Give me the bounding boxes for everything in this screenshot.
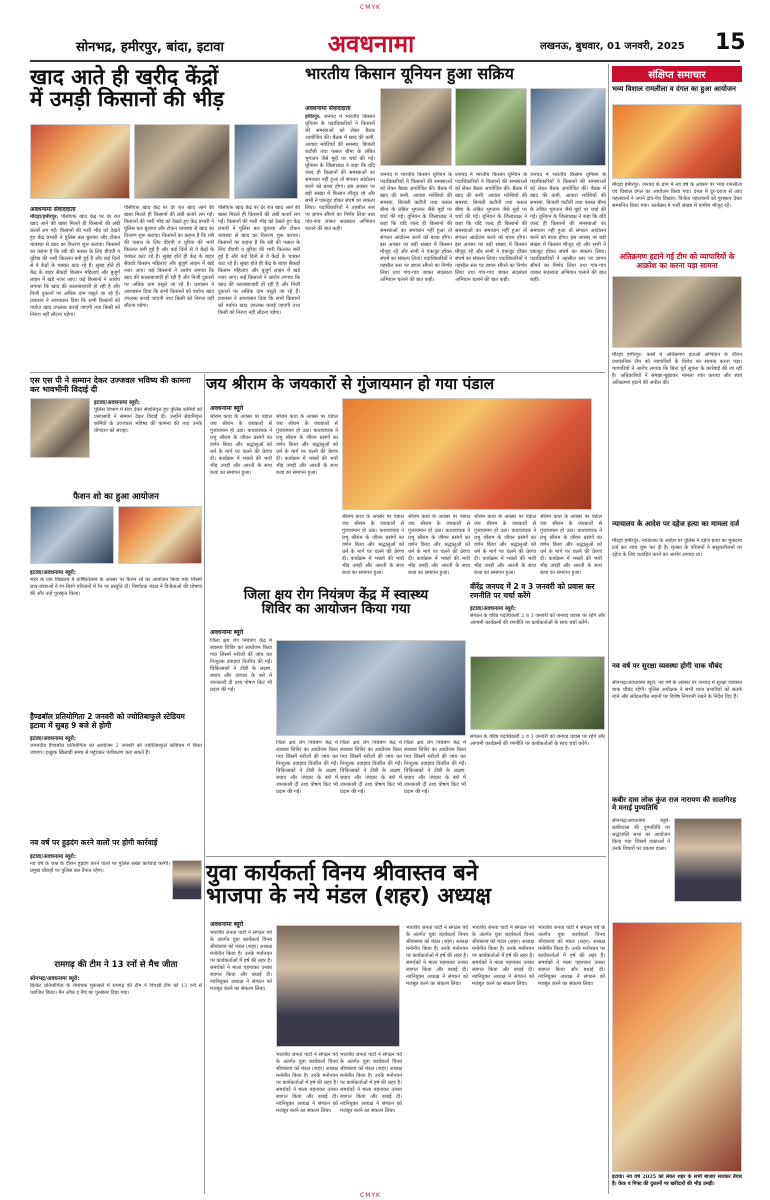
story10-body-text-col4: जिला क्षय रोग नियंत्रण केंद्र में स्वास्थ्य शिविर का आयोजन किया गया जिसमें मरीजों की जांच कर निःशुल्क दवाइयां वितरित की गईं। चिकित्सकों ने टीबी के लक्षण, बचाव और उपचार के बारे में जानकारी दी तथा पोषण किट भी प्रदान की गईं।	[404, 740, 466, 795]
sidebar-item4-body: सोनभद्र/अवधनामा ब्यूरो: नव वर्ष के अवसर पर जनपद में सुरक्षा व्यवस्था चाक चौबंद रहेगी। पुलिस अधीक्षक ने सभी थाना प्रभारियों को सतर्क रहने और संवेदनशील स्थानों पर विशेष निगरानी रखने के निर्देश दिए हैं।	[612, 680, 742, 700]
sidebar-item1-body: मौदहा हमीरपुर: जनपद के ग्राम में नव वर्ष के अवसर पर भव्य रामलीला एवं विशाल दंगल का आयोजन किया गया। दंगल में दूर-दराज से आए पहलवानों ने अपने दांव-पेच दिखाए। विजेता पहलवानों को पुरस्कार देकर सम्मानित किया गया। कार्यक्रम में भारी संख्या में ग्रामीण मौजूद रहे।	[612, 182, 742, 209]
story2-photo-meeting-3	[530, 88, 606, 166]
sidebar-item3-body: मौदहा हमीरपुर: न्यायालय के आदेश पर पुलिस ने दहेज हत्या का मुकदमा दर्ज कर जांच शुरू कर दी है। मृतका के परिजनों ने ससुरालीजनों पर दहेज के लिए प्रताड़ित करने का आरोप लगाया था।	[612, 538, 742, 558]
story8-body-text: श्रीराम कथा के अवसर पर पंडाल जय श्रीराम के जयकारों से गुंजायमान हो उठा। कथावाचक ने प्रभु श्रीराम के जीवन प्रसंगों का वर्णन किया और श्रद्धालुओं को धर्म के मार्ग पर चलने की प्रेरणा दी। कार्यक्रम में भक्तों की भारी भीड़ उमड़ी और आरती के साथ कथा का समापन हुआ।	[210, 414, 272, 476]
story11-headline-line1: युवा कार्यकर्ता विनय श्रीवास्तव बने	[206, 861, 479, 886]
story8-byline: अवधनामा ब्यूरो	[210, 405, 244, 412]
sidebar-market-caption: इटावा। नव वर्ष 2025 को लेकर शहर के सभी बाजार सजकर तैयार हैं। केक व गिफ्ट की दुकानों पर खरीदारों की भीड़ उमड़ी।	[612, 1174, 742, 1187]
divider-left	[204, 374, 205, 1194]
story4-byline: इटावा/अवधनामा ब्यूरो:	[30, 570, 77, 576]
story1-headline-line2: में उमड़ी किसानों की भीड़	[30, 87, 224, 112]
left-rule-1	[30, 372, 605, 373]
story1-byline-visible: अवधनामा संवाददाता	[30, 206, 76, 213]
sidebar-market-photo	[612, 922, 742, 1172]
story2-body-col1	[305, 114, 375, 369]
story11-headline-line2: भाजपा के नये मंडल (शहर) अध्यक्ष	[206, 884, 492, 910]
story2-headline: भारतीय किसान यूनियन हुआ सक्रिय	[305, 64, 514, 83]
story2-photo-meeting-1	[380, 88, 452, 166]
story11-body-col2	[276, 1052, 338, 1192]
story9-body-more: संगठन के वरिष्ठ पदाधिकारी 2 व 3 जनवरी को जनपद प्रवास पर रहेंगे और आगामी कार्यक्रमों की रणनीति पर कार्यकर्ताओं के साथ चर्चा करेंगे।	[470, 734, 605, 747]
story11-byline: अवधनामा ब्यूरो	[210, 921, 244, 928]
story10-body-col3	[340, 740, 402, 848]
story8-body-text-col3: श्रीराम कथा के अवसर पर पंडाल जय श्रीराम के जयकारों से गुंजायमान हो उठा। कथावाचक ने प्रभु श्रीराम के जीवन प्रसंगों का वर्णन किया और श्रद्धालुओं को धर्म के मार्ग पर चलने की प्रेरणा दी। कार्यक्रम में भक्तों की भारी भीड़ उमड़ी और आरती के साथ कथा का समापन हुआ।	[342, 514, 404, 576]
story10-headline	[206, 588, 466, 616]
story3-photo	[30, 398, 90, 458]
story1-body-text-col2: पीसीएफ खाद केंद्र पर देर रात खाद आने की खबर मिलते ही किसानों की लंबी कतारें लग गईं। किसानों की भारी भीड़ को देखते हुए केंद्र प्रभारी ने पुलिस बल बुलाया और टोकन व्यवस्था से खाद का वितरण शुरू कराया। किसानों का कहना है कि रबी की फसल के लिए डीएपी व यूरिया की भारी किल्लत बनी हुई है और कई दिनों से वे केंद्रों के चक्कर काट रहे हैं। सुबह होते ही केंद्र के बाहर सैकड़ों किसान महिलाएं और बुजुर्ग लाइन में खड़े नजर आए। कई किसानों ने आरोप लगाया कि खाद की कालाबाजारी हो रही है और निजी दुकानों पर अधिक दाम वसूले जा रहे हैं। प्रशासन ने आश्वासन दिया कि सभी किसानों को पर्याप्त खाद उपलब्ध कराई जाएगी तथा किसी को निराश नहीं लौटना पड़ेगा।	[124, 205, 214, 309]
sidebar-item1-photo	[612, 104, 742, 179]
story9-body: संगठन के वरिष्ठ पदाधिकारी 2 व 3 जनवरी को जनपद प्रवास पर रहेंगे और आगामी कार्यक्रमों की रणनीति पर कार्यकर्ताओं के साथ चर्चा करेंगे।	[470, 613, 605, 626]
story10-body-col4	[404, 740, 466, 848]
story8-body-text-col6: श्रीराम कथा के अवसर पर पंडाल जय श्रीराम के जयकारों से गुंजायमान हो उठा। कथावाचक ने प्रभु श्रीराम के जीवन प्रसंगों का वर्णन किया और श्रद्धालुओं को धर्म के मार्ग पर चलने की प्रेरणा दी। कार्यक्रम में भक्तों की भारी भीड़ उमड़ी और आरती के साथ कथा का समापन हुआ।	[540, 514, 602, 576]
story11-body-text-col3: भारतीय जनता पार्टी ने संगठन पर्व के अंतर्गत युवा कार्यकर्ता विनय श्रीवास्तव को मंडल (शहर) अध्यक्ष मनोनीत किया है। उनके मनोनयन पर कार्यकर्ताओं में हर्ष की लहर है। समर्थकों ने माला पहनाकर उनका स्वागत किया और बधाई दी। नवनियुक्त अध्यक्ष ने संगठन को मजबूत करने का संकल्प लिया।	[340, 1052, 402, 1114]
sidebar-item3-head: न्यायालय के आदेश पर दहेज हत्या का मामला दर्ज	[612, 520, 740, 528]
story10-body-col1	[210, 638, 272, 848]
story2-byline: अवधनामा संवाददाता	[305, 105, 351, 112]
sidebar-item4-head: नव वर्ष पर सुरक्षा व्यवस्था होगी चाक चौबंद	[612, 662, 723, 670]
story8-body-col5	[474, 514, 536, 578]
story4-photo-2	[118, 506, 202, 564]
story10-body-text-col3: जिला क्षय रोग नियंत्रण केंद्र में स्वास्थ्य शिविर का आयोजन किया गया जिसमें मरीजों की जांच कर निःशुल्क दवाइयां वितरित की गईं। चिकित्सकों ने टीबी के लक्षण, बचाव और उपचार के बारे में जानकारी दी तथा पोषण किट भी प्रदान की गईं।	[340, 740, 402, 795]
story1-body	[30, 214, 120, 369]
story2-body-col2	[380, 172, 452, 369]
story11-photo	[276, 925, 400, 1047]
story10-byline: अवधनामा ब्यूरो	[210, 629, 244, 636]
story3-headline: एस एस पी ने सम्मान देकर उज्जवल भविष्य की कामना कर भावभीनी विदाई दी	[30, 376, 191, 394]
story4-body: शहर के एक विद्यालय में वार्षिकोत्सव के अवसर पर फैशन शो का आयोजन किया गया जिसमें छात्र-छात्राओं ने रंग-बिरंगे परिधानों में रैंप पर प्रस्तुति दी। निर्णायक मंडल ने विजेताओं की घोषणा की और उन्हें पुरस्कृत किया।	[30, 577, 202, 597]
story1-lead: मौदहा/हमीरपुर:	[30, 214, 59, 220]
story10-headline-line1: जिला क्षय रोग नियंत्रण केंद्र में स्वास्थ्य	[243, 587, 429, 603]
story8-body-col4	[408, 514, 470, 578]
story8-headline: जय श्रीराम के जयकारों से गुंजायमान हो गया पंडाल	[206, 375, 495, 393]
story1-photo-crowd	[30, 124, 130, 199]
story2-body-col4	[530, 172, 606, 369]
story10-photo	[276, 640, 466, 736]
header-districts: सोनभद्र, हमीरपुर, बांदा, इटावा	[76, 40, 224, 55]
story5-body: जनपदीय हैण्डबॉल प्रतियोगिता का आयोजन 2 जनवरी को ज्योतिबाफुले स्टेडियम में किया जाएगा। इच्छुक खिलाड़ी समय से पहुंचकर पंजीकरण करा सकते हैं।	[30, 743, 202, 756]
story11-body-col4	[406, 925, 468, 1192]
story1-body-col3	[218, 205, 300, 369]
story11-body-text-col2: भारतीय जनता पार्टी ने संगठन पर्व के अंतर्गत युवा कार्यकर्ता विनय श्रीवास्तव को मंडल (शहर) अध्यक्ष मनोनीत किया है। उनके मनोनयन पर कार्यकर्ताओं में हर्ष की लहर है। समर्थकों ने माला पहनाकर उनका स्वागत किया और बधाई दी। नवनियुक्त अध्यक्ष ने संगठन को मजबूत करने का संकल्प लिया।	[276, 1052, 338, 1114]
story11-body-col1	[210, 930, 272, 1192]
header-date: लखनऊ, बुधवार, 01 जनवरी, 2025	[540, 41, 685, 52]
story1-body-col2	[124, 205, 214, 369]
story5-headline: हैण्डबॉल प्रतियोगिता 2 जनवरी को ज्योतिबाफुले स्टेडियम इटावा में सुबह 9 बजे से होगी	[30, 712, 185, 730]
story9-photo	[470, 656, 605, 730]
story7-byline: सोनभद्र/अवधनामा ब्यूरो:	[30, 976, 80, 982]
story2-body-text-col2: जनपद में भारतीय किसान यूनियन के पदाधिकारियों ने किसानों की समस्याओं को लेकर बैठक आयोजित की। बैठक में खाद की कमी, आवारा मवेशियों की समस्या, बिजली कटौती तथा फसल बीमा के लंबित भुगतान जैसे मुद्दों पर चर्चा की गई। यूनियन के जिलाध्यक्ष ने कहा कि यदि जल्द ही किसानों की समस्याओं का समाधान नहीं हुआ तो संगठन आंदोलन करने को बाध्य होगा। इस अवसर पर बड़ी संख्या में किसान मौजूद रहे और सभी ने एकजुट होकर संघर्ष का संकल्प लिया। पदाधिकारियों ने तहसील स्तर पर ज्ञापन सौंपने का निर्णय लिया तथा गांव-गांव जाकर सदस्यता अभियान चलाने की बात कही।	[380, 172, 452, 283]
sidebar-item2-head: अतिक्रमण हटाने गई टीम को व्यापारियों के आक्रोश का करना पड़ा सामना	[619, 252, 735, 270]
story1-body-text: पीसीएफ खाद केंद्र पर देर रात खाद आने की खबर मिलते ही किसानों की लंबी कतारें लग गईं। किसानों की भारी भीड़ को देखते हुए केंद्र प्रभारी ने पुलिस बल बुलाया और टोकन व्यवस्था से खाद का वितरण शुरू कराया। किसानों का कहना है कि रबी की फसल के लिए डीएपी व यूरिया की भारी किल्लत बनी हुई है और कई दिनों से वे केंद्रों के चक्कर काट रहे हैं। सुबह होते ही केंद्र के बाहर सैकड़ों किसान महिलाएं और बुजुर्ग लाइन में खड़े नजर आए। कई किसानों ने आरोप लगाया कि खाद की कालाबाजारी हो रही है और निजी दुकानों पर अधिक दाम वसूले जा रहे हैं। प्रशासन ने आश्वासन दिया कि सभी किसानों को पर्याप्त खाद उपलब्ध कराई जाएगी तथा किसी को निराश नहीं लौटना पड़ेगा।	[30, 214, 120, 318]
story11-body-text: भारतीय जनता पार्टी ने संगठन पर्व के अंतर्गत युवा कार्यकर्ता विनय श्रीवास्तव को मंडल (शहर) अध्यक्ष मनोनीत किया है। उनके मनोनयन पर कार्यकर्ताओं में हर्ष की लहर है। समर्थकों ने माला पहनाकर उनका स्वागत किया और बधाई दी। नवनियुक्त अध्यक्ष ने संगठन को मजबूत करने का संकल्प लिया।	[210, 930, 272, 992]
story11-body-col3	[340, 1052, 402, 1192]
story4-headline: फैशन शो का हुआ आयोजन	[73, 492, 159, 502]
sidebar-title: संक्षिप्त समाचार	[648, 70, 706, 81]
sidebar-item5-body: सोनभद्र/अवधनामा ब्यूरो: कबीरदास की पुण्यतिथि पर श्रद्धांजलि सभा का आयोजन किया गया जिसमें वक्ताओं ने उनके विचारों पर प्रकाश डाला।	[612, 818, 670, 852]
sidebar-item5-head: कबीर दास लोक कुंज राज नारायण की सालगिरह मे मनाई पुण्यतिथि	[612, 796, 737, 812]
story2-lead: हमीरपुर:	[305, 114, 321, 120]
story4-photo-1	[30, 506, 114, 564]
story3-body: पुलिस विभाग में सेवा देकर सेवानिवृत्त हुए पुलिस कर्मियों को एसएसपी ने सम्मान देकर विदाई दी। उन्होंने सेवानिवृत्त कर्मियों के उज्जवल भविष्य की कामना की तथा उनके योगदान को सराहा।	[94, 407, 202, 434]
masthead-text: अवधनामा	[327, 29, 415, 58]
story8-body-col1	[210, 414, 272, 579]
story6-body: नव वर्ष के जश्न के दौरान हुड़दंग करने वालों पर पुलिस सख्त कार्रवाई करेगी। प्रमुख चौराहों पर पुलिस बल तैनात रहेगा।	[30, 861, 170, 874]
header-rule	[30, 60, 740, 62]
sidebar-item2-body: मौदहा हमीरपुर: कस्बे में अतिक्रमण हटाओ अभियान के दौरान प्रशासनिक टीम को व्यापारियों के विरोध का सामना करना पड़ा। व्यापारियों ने आरोप लगाया कि बिना पूर्व सूचना के कार्रवाई की जा रही है। अधिकारियों ने समझा-बुझाकर मामला शांत कराया और स्वयं अतिक्रमण हटाने की अपील की।	[612, 352, 742, 386]
story6-photo	[172, 860, 202, 900]
story10-body-text-col2: जिला क्षय रोग नियंत्रण केंद्र में स्वास्थ्य शिविर का आयोजन किया गया जिसमें मरीजों की जांच कर निःशुल्क दवाइयां वितरित की गईं। चिकित्सकों ने टीबी के लक्षण, बचाव और उपचार के बारे में जानकारी दी तथा पोषण किट भी प्रदान की गईं।	[276, 740, 338, 795]
story1-photo-queue	[134, 124, 230, 199]
story11-rule	[206, 856, 606, 857]
story9-headline: वीरेंद्र जनपद में 2 व 3 जनवरी को प्रवास कर रणनीति पर चर्चा करेंगे	[470, 582, 595, 600]
story11-body-text-col6: भारतीय जनता पार्टी ने संगठन पर्व के अंतर्गत युवा कार्यकर्ता विनय श्रीवास्तव को मंडल (शहर) अध्यक्ष मनोनीत किया है। उनके मनोनयन पर कार्यकर्ताओं में हर्ष की लहर है। समर्थकों ने माला पहनाकर उनका स्वागत किया और बधाई दी। नवनियुक्त अध्यक्ष ने संगठन को मजबूत करने का संकल्प लिया।	[538, 925, 605, 987]
story8-body-text-col2: श्रीराम कथा के अवसर पर पंडाल जय श्रीराम के जयकारों से गुंजायमान हो उठा। कथावाचक ने प्रभु श्रीराम के जीवन प्रसंगों का वर्णन किया और श्रद्धालुओं को धर्म के मार्ग पर चलने की प्रेरणा दी। कार्यक्रम में भक्तों की भारी भीड़ उमड़ी और आरती के साथ कथा का समापन हुआ।	[276, 414, 338, 476]
story8-body-text-col4: श्रीराम कथा के अवसर पर पंडाल जय श्रीराम के जयकारों से गुंजायमान हो उठा। कथावाचक ने प्रभु श्रीराम के जीवन प्रसंगों का वर्णन किया और श्रद्धालुओं को धर्म के मार्ग पर चलने की प्रेरणा दी। कार्यक्रम में भक्तों की भारी भीड़ उमड़ी और आरती के साथ कथा का समापन हुआ।	[408, 514, 470, 576]
story5-byline: इटावा/अवधनामा ब्यूरो:	[30, 736, 77, 742]
story11-headline	[206, 862, 606, 908]
story2-body-col3	[455, 172, 527, 369]
sidebar-item5-photo	[674, 818, 742, 902]
story8-body-col6	[540, 514, 602, 578]
story10-body-text: जिला क्षय रोग नियंत्रण केंद्र में स्वास्थ्य शिविर का आयोजन किया गया जिसमें मरीजों की जांच कर निःशुल्क दवाइयां वितरित की गईं। चिकित्सकों ने टीबी के लक्षण, बचाव और उपचार के बारे में जानकारी दी तथा पोषण किट भी प्रदान की गईं।	[210, 638, 272, 693]
sidebar-title-box	[612, 66, 742, 82]
sidebar-item2-photo	[612, 276, 742, 348]
story10-body-col2	[276, 740, 338, 848]
masthead-logo	[296, 30, 446, 56]
page-number: 15	[715, 30, 746, 55]
story2-photo-meeting-2	[455, 88, 527, 166]
story9-byline: इटावा/अवधनामा ब्यूरो:	[470, 606, 517, 612]
sidebar-item1-head: भव्य विशाल रामलीला व दंगल का हुआ आयोजन	[612, 85, 736, 93]
story1-photo-center	[234, 124, 298, 199]
story1-body-text-col3: पीसीएफ खाद केंद्र पर देर रात खाद आने की खबर मिलते ही किसानों की लंबी कतारें लग गईं। किसानों की भारी भीड़ को देखते हुए केंद्र प्रभारी ने पुलिस बल बुलाया और टोकन व्यवस्था से खाद का वितरण शुरू कराया। किसानों का कहना है कि रबी की फसल के लिए डीएपी व यूरिया की भारी किल्लत बनी हुई है और कई दिनों से वे केंद्रों के चक्कर काट रहे हैं। सुबह होते ही केंद्र के बाहर सैकड़ों किसान महिलाएं और बुजुर्ग लाइन में खड़े नजर आए। कई किसानों ने आरोप लगाया कि खाद की कालाबाजारी हो रही है और निजी दुकानों पर अधिक दाम वसूले जा रहे हैं। प्रशासन ने आश्वासन दिया कि सभी किसानों को पर्याप्त खाद उपलब्ध कराई जाएगी तथा किसी को निराश नहीं लौटना पड़ेगा।	[218, 205, 300, 316]
story11-body-col6	[538, 925, 605, 1192]
story8-photo-pandal	[342, 398, 592, 510]
story3-byline: इटावा/अवधनामा ब्यूरो:	[94, 400, 141, 406]
story8-body-col2	[276, 414, 338, 579]
story8-body-col3	[342, 514, 404, 578]
story11-body-text-col5: भारतीय जनता पार्टी ने संगठन पर्व के अंतर्गत युवा कार्यकर्ता विनय श्रीवास्तव को मंडल (शहर) अध्यक्ष मनोनीत किया है। उनके मनोनयन पर कार्यकर्ताओं में हर्ष की लहर है। समर्थकों ने माला पहनाकर उनका स्वागत किया और बधाई दी। नवनियुक्त अध्यक्ष ने संगठन को मजबूत करने का संकल्प लिया।	[472, 925, 534, 987]
story7-body: क्रिकेट प्रतियोगिता के रोमांचक मुकाबले में रामगढ़ की टीम ने विपक्षी टीम को 13 रनों से पराजित किया। मैन ऑफ द मैच का पुरस्कार दिया गया।	[30, 983, 202, 996]
story2-body-text: जनपद में भारतीय किसान यूनियन के पदाधिकारियों ने किसानों की समस्याओं को लेकर बैठक आयोजित की। बैठक में खाद की कमी, आवारा मवेशियों की समस्या, बिजली कटौती तथा फसल बीमा के लंबित भुगतान जैसे मुद्दों पर चर्चा की गई। यूनियन के जिलाध्यक्ष ने कहा कि यदि जल्द ही किसानों की समस्याओं का समाधान नहीं हुआ तो संगठन आंदोलन करने को बाध्य होगा। इस अवसर पर बड़ी संख्या में किसान मौजूद रहे और सभी ने एकजुट होकर संघर्ष का संकल्प लिया। पदाधिकारियों ने तहसील स्तर पर ज्ञापन सौंपने का निर्णय लिया तथा गांव-गांव जाकर सदस्यता अभियान चलाने की बात कही।	[305, 114, 375, 232]
story2-body-text-col4: जनपद में भारतीय किसान यूनियन के पदाधिकारियों ने किसानों की समस्याओं को लेकर बैठक आयोजित की। बैठक में खाद की कमी, आवारा मवेशियों की समस्या, बिजली कटौती तथा फसल बीमा के लंबित भुगतान जैसे मुद्दों पर चर्चा की गई। यूनियन के जिलाध्यक्ष ने कहा कि यदि जल्द ही किसानों की समस्याओं का समाधान नहीं हुआ तो संगठन आंदोलन करने को बाध्य होगा। इस अवसर पर बड़ी संख्या में किसान मौजूद रहे और सभी ने एकजुट होकर संघर्ष का संकल्प लिया। पदाधिकारियों ने तहसील स्तर पर ज्ञापन सौंपने का निर्णय लिया तथा गांव-गांव जाकर सदस्यता अभियान चलाने की बात कही।	[530, 172, 606, 283]
story7-headline: रामगढ़ की टीम ने 13 रनों से मैच जीता	[54, 960, 178, 970]
story2-body-text-col3: जनपद में भारतीय किसान यूनियन के पदाधिकारियों ने किसानों की समस्याओं को लेकर बैठक आयोजित की। बैठक में खाद की कमी, आवारा मवेशियों की समस्या, बिजली कटौती तथा फसल बीमा के लंबित भुगतान जैसे मुद्दों पर चर्चा की गई। यूनियन के जिलाध्यक्ष ने कहा कि यदि जल्द ही किसानों की समस्याओं का समाधान नहीं हुआ तो संगठन आंदोलन करने को बाध्य होगा। इस अवसर पर बड़ी संख्या में किसान मौजूद रहे और सभी ने एकजुट होकर संघर्ष का संकल्प लिया। पदाधिकारियों ने तहसील स्तर पर ज्ञापन सौंपने का निर्णय लिया तथा गांव-गांव जाकर सदस्यता अभियान चलाने की बात कही।	[455, 172, 527, 283]
story11-body-text-col4: भारतीय जनता पार्टी ने संगठन पर्व के अंतर्गत युवा कार्यकर्ता विनय श्रीवास्तव को मंडल (शहर) अध्यक्ष मनोनीत किया है। उनके मनोनयन पर कार्यकर्ताओं में हर्ष की लहर है। समर्थकों ने माला पहनाकर उनका स्वागत किया और बधाई दी। नवनियुक्त अध्यक्ष ने संगठन को मजबूत करने का संकल्प लिया।	[406, 925, 468, 987]
divider-right	[608, 64, 609, 1194]
story1-headline-line1: खाद आते ही खरीद केंद्रों	[30, 65, 219, 89]
cmyk-mark: CMYK	[360, 4, 381, 11]
story6-headline: नव वर्ष पर हुड़दंग करने वालों पर होगी कार्रवाई	[30, 838, 158, 847]
story1-headline	[30, 66, 320, 110]
story6-byline: इटावा/अवधनामा ब्यूरो:	[30, 854, 77, 860]
story11-body-col5	[472, 925, 534, 1192]
story10-headline-line2: शिविर का आयोजन किया गया	[261, 601, 411, 618]
footer-cmyk-mark: CMYK	[360, 1192, 381, 1199]
story8-body-text-col5: श्रीराम कथा के अवसर पर पंडाल जय श्रीराम के जयकारों से गुंजायमान हो उठा। कथावाचक ने प्रभु श्रीराम के जीवन प्रसंगों का वर्णन किया और श्रद्धालुओं को धर्म के मार्ग पर चलने की प्रेरणा दी। कार्यक्रम में भक्तों की भारी भीड़ उमड़ी और आरती के साथ कथा का समापन हुआ।	[474, 514, 536, 576]
